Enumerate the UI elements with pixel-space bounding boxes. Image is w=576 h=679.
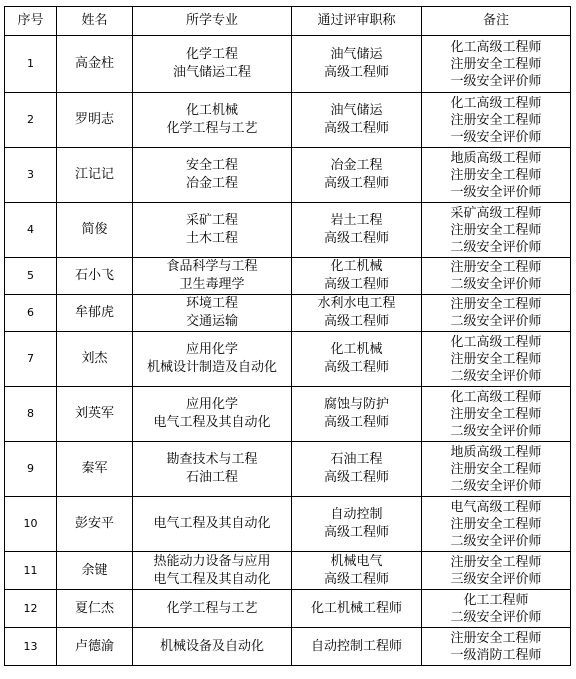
name-cell: 罗明志 [57, 93, 133, 148]
major-cell [133, 295, 292, 332]
title-line: 高级工程师 [323, 231, 389, 246]
note-line: 注册安全工程师 [450, 406, 542, 422]
note-line: 注册安全工程师 [450, 351, 542, 367]
major-line: 油气储运工程 [172, 65, 251, 80]
title-line: 化工机械 [330, 342, 383, 357]
note-line: 三级安全评价师 [450, 571, 542, 587]
title-line: 化工机械工程师 [310, 600, 402, 616]
personnel-table [4, 6, 571, 666]
note-line: 二级安全评价师 [450, 368, 542, 384]
title-line: 高级工程师 [323, 415, 389, 430]
major-line: 采矿工程 [185, 213, 238, 228]
major-line: 热能动力设备与应用 [153, 553, 271, 569]
major-line: 安全工程 [185, 158, 238, 173]
title-line: 冶金工程 [330, 158, 383, 173]
title-line: 岩土工程 [330, 213, 383, 228]
major-cell [133, 387, 292, 442]
note-line: 二级安全评价师 [450, 423, 542, 439]
name-cell: 刘英军 [57, 387, 133, 442]
serial-number-cell: 6 [5, 295, 57, 332]
note-line: 注册安全工程师 [450, 516, 542, 532]
serial-number-cell: 10 [5, 497, 57, 552]
professional-title-cell [292, 590, 422, 628]
notes-cell [422, 148, 571, 203]
note-line: 化工工程师 [463, 592, 529, 608]
notes-cell [422, 497, 571, 552]
major-cell [133, 203, 292, 258]
professional-title-cell [292, 203, 422, 258]
professional-title-cell [292, 295, 422, 332]
table-row [5, 258, 571, 295]
professional-title-cell [292, 387, 422, 442]
serial-number-cell: 7 [5, 332, 57, 387]
note-line: 电气高级工程师 [450, 499, 542, 515]
title-line: 高级工程师 [323, 525, 389, 540]
note-line: 一级消防工程师 [450, 647, 542, 663]
serial-number-cell: 1 [5, 36, 57, 93]
major-line: 石油工程 [185, 470, 238, 485]
serial-number-cell: 5 [5, 258, 57, 295]
major-line: 交通运输 [185, 314, 238, 329]
title-line: 高级工程师 [323, 470, 389, 485]
title-line: 机械电气 [330, 553, 383, 569]
major-line: 应用化学 [185, 342, 238, 357]
serial-number-cell: 2 [5, 93, 57, 148]
table-row [5, 203, 571, 258]
table-row [5, 628, 571, 666]
note-line: 一级安全评价师 [450, 73, 542, 89]
header-serial-number: 序号 [5, 7, 57, 36]
major-cell [133, 497, 292, 552]
major-cell [133, 36, 292, 93]
title-line: 高级工程师 [323, 176, 389, 191]
name-cell: 卢德渝 [57, 628, 133, 666]
major-line: 电气工程及其自动化 [153, 516, 271, 531]
serial-number-cell: 11 [5, 552, 57, 590]
professional-title-cell [292, 148, 422, 203]
professional-title-cell [292, 497, 422, 552]
professional-title-cell [292, 93, 422, 148]
table-row [5, 552, 571, 590]
major-cell [133, 258, 292, 295]
note-line: 化工高级工程师 [450, 95, 542, 111]
name-cell: 余键 [57, 552, 133, 590]
note-line: 化工高级工程师 [450, 39, 542, 55]
major-line: 应用化学 [185, 397, 238, 412]
major-line: 土木工程 [185, 231, 238, 246]
major-line: 机械设计制造及自动化 [146, 360, 277, 375]
major-line: 机械设备及自动化 [159, 638, 264, 654]
note-line: 注册安全工程师 [450, 56, 542, 72]
title-line: 高级工程师 [323, 277, 389, 292]
note-line: 二级安全评价师 [450, 277, 542, 292]
major-line: 电气工程及其自动化 [153, 415, 271, 430]
note-line: 二级安全评价师 [450, 478, 542, 494]
serial-number-cell: 13 [5, 628, 57, 666]
notes-cell [422, 258, 571, 295]
note-line: 二级安全评价师 [450, 609, 542, 625]
title-line: 腐蚀与防护 [323, 397, 389, 412]
note-line: 注册安全工程师 [450, 260, 542, 275]
header-professional-title: 通过评审职称 [292, 7, 422, 36]
note-line: 地质高级工程师 [450, 444, 542, 460]
professional-title-cell [292, 442, 422, 497]
major-cell [133, 93, 292, 148]
header-major: 所学专业 [133, 7, 292, 36]
major-line: 食品科学与工程 [166, 259, 258, 274]
note-line: 二级安全评价师 [450, 533, 542, 549]
major-cell [133, 590, 292, 628]
major-line: 电气工程及其自动化 [153, 571, 271, 587]
notes-cell [422, 590, 571, 628]
note-line: 地质高级工程师 [450, 150, 542, 166]
major-cell [133, 442, 292, 497]
serial-number-cell: 12 [5, 590, 57, 628]
name-cell: 简俊 [57, 203, 133, 258]
professional-title-cell [292, 332, 422, 387]
note-line: 注册安全工程师 [450, 167, 542, 183]
note-line: 一级安全评价师 [450, 184, 542, 200]
title-line: 化工机械 [330, 259, 383, 274]
title-line: 自动控制工程师 [310, 638, 402, 654]
note-line: 采矿高级工程师 [450, 205, 542, 221]
note-line: 注册安全工程师 [450, 461, 542, 477]
major-line: 化学工程与工艺 [166, 600, 258, 616]
table-body [5, 36, 571, 666]
note-line: 注册安全工程师 [450, 222, 542, 238]
major-line: 冶金工程 [185, 176, 238, 191]
major-line: 化工机械 [185, 103, 238, 118]
name-cell: 彭安平 [57, 497, 133, 552]
table-row [5, 590, 571, 628]
note-line: 二级安全评价师 [450, 314, 542, 329]
major-cell [133, 628, 292, 666]
notes-cell [422, 332, 571, 387]
major-line: 勘查技术与工程 [166, 452, 258, 467]
note-line: 注册安全工程师 [450, 630, 542, 646]
table-row [5, 387, 571, 442]
table-row [5, 148, 571, 203]
note-line: 注册安全工程师 [450, 554, 542, 570]
table-row [5, 295, 571, 332]
header-name: 姓名 [57, 7, 133, 36]
notes-cell [422, 552, 571, 590]
name-cell: 石小飞 [57, 258, 133, 295]
serial-number-cell: 9 [5, 442, 57, 497]
name-cell: 刘杰 [57, 332, 133, 387]
notes-cell [422, 295, 571, 332]
serial-number-cell: 3 [5, 148, 57, 203]
professional-title-cell [292, 258, 422, 295]
major-line: 化学工程与工艺 [166, 121, 258, 136]
note-line: 一级安全评价师 [450, 129, 542, 145]
notes-cell [422, 442, 571, 497]
note-line: 化工高级工程师 [450, 389, 542, 405]
notes-cell [422, 93, 571, 148]
header-notes: 备注 [422, 7, 571, 36]
major-line: 化学工程 [185, 47, 238, 62]
title-line: 水利水电工程 [317, 296, 396, 311]
title-line: 高级工程师 [323, 571, 389, 587]
header-row [5, 7, 571, 36]
serial-number-cell: 8 [5, 387, 57, 442]
professional-title-cell [292, 552, 422, 590]
title-line: 油气储运 [330, 103, 383, 118]
table-row [5, 497, 571, 552]
notes-cell [422, 203, 571, 258]
title-line: 高级工程师 [323, 121, 389, 136]
title-line: 高级工程师 [323, 65, 389, 80]
notes-cell [422, 387, 571, 442]
name-cell: 高金柱 [57, 36, 133, 93]
table-row [5, 442, 571, 497]
title-line: 自动控制 [330, 507, 383, 522]
notes-cell [422, 36, 571, 93]
note-line: 注册安全工程师 [450, 112, 542, 128]
table-row [5, 332, 571, 387]
major-cell [133, 332, 292, 387]
name-cell: 秦军 [57, 442, 133, 497]
professional-title-cell [292, 628, 422, 666]
professional-title-cell [292, 36, 422, 93]
serial-number-cell: 4 [5, 203, 57, 258]
major-cell [133, 552, 292, 590]
major-line: 环境工程 [185, 296, 238, 311]
table-row [5, 36, 571, 93]
name-cell: 江记记 [57, 148, 133, 203]
table-row [5, 93, 571, 148]
note-line: 注册安全工程师 [450, 297, 542, 312]
major-cell [133, 148, 292, 203]
title-line: 油气储运 [330, 47, 383, 62]
title-line: 高级工程师 [323, 314, 389, 329]
name-cell: 牟郁虎 [57, 295, 133, 332]
note-line: 化工高级工程师 [450, 334, 542, 350]
name-cell: 夏仁杰 [57, 590, 133, 628]
major-line: 卫生毒理学 [179, 277, 245, 292]
title-line: 高级工程师 [323, 360, 389, 375]
note-line: 二级安全评价师 [450, 239, 542, 255]
title-line: 石油工程 [330, 452, 383, 467]
notes-cell [422, 628, 571, 666]
